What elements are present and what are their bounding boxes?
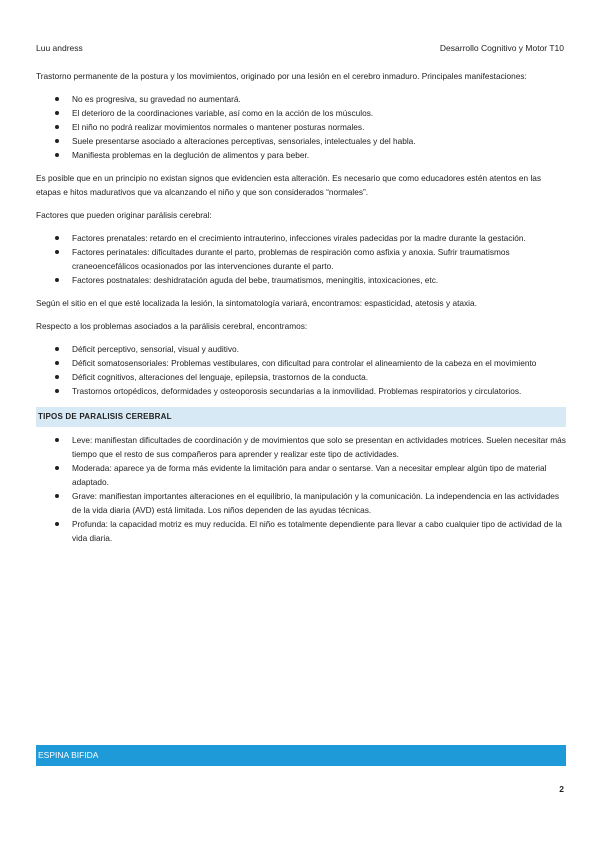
list-item: Factores prenatales: retardo en el crecimiento intrauterino, infecciones virales padecidas por la madre durante la gestación. [72,231,566,245]
problems-title: Respecto a los problemas asociados a la parálisis cerebral, encontramos: [36,321,308,331]
list-item: El deterioro de la coordinaciones variable, así como en la acción de los músculos. [72,106,566,120]
problems-list [36,342,566,398]
list-item: Déficit perceptivo, sensorial, visual y auditivo. [72,342,566,356]
list-item: Factores postnatales: deshidratación aguda del bebe, traumatismos, meningitis, intoxicaciones, etc. [72,273,566,287]
list-item: Manifiesta problemas en la deglución de alimentos y para beber. [72,148,566,162]
list-item: Suele presentarse asociado a alteraciones perceptivas, sensoriales, intelectuales y del habla. [72,134,566,148]
signs-paragraph: Es posible que en un principio no existan signos que evidencien esta alteración. Es necesario que como educadores estén atentos en las etapas e hitos madurativos que va alcanzando el niño y que son considerados “normales”. [36,173,542,197]
list-item: Profunda: la capacidad motriz es muy reducida. El niño es totalmente dependiente para llevar a cabo cualquier tipo de actividad de la vida diaria. [72,517,566,545]
list-item: Trastornos ortopédicos, deformidades y osteoporosis secundarias a la inmovilidad. Problemas respiratorios y circulatorios. [72,384,566,398]
section-heading-espina-bifida: ESPINA BIFIDA [36,745,566,766]
list-item: No es progresiva, su gravedad no aumentará. [72,92,566,106]
list-item: Leve: manifiestan dificultades de coordinación y de movimientos que solo se presentan en actividades motrices. Suelen necesitar más tiempo que el resto de sus compañeros para aprender y realizar este tipo de actividades. [72,435,566,459]
types-list [36,433,566,545]
page-number: 2 [559,784,564,794]
header-course-title: Desarrollo Cognitivo y Motor T10 [439,43,564,53]
location-paragraph: Según el sitio en el que esté localizada la lesión, la sintomatología variará, encontramos: espasticidad, atetosis y ataxia. [36,298,477,308]
section-heading-types: TIPOS DE PARALISIS CEREBRAL [36,407,566,427]
list-item: Grave: manifiestan importantes alteraciones en el equilibrio, la manipulación y la comunicación. La independencia en las actividades de la vida diaria (AVD) está limitada. Los niños dependen de las ayudas técnicas. [72,489,566,517]
manifestations-list [36,92,566,162]
header-author: Luu andress [36,43,83,53]
factors-list [36,231,566,287]
factors-title: Factores que pueden originar parálisis cerebral: [36,210,212,220]
page-content [36,69,566,554]
list-item: El niño no podrá realizar movimientos normales o mantener posturas normales. [72,120,566,134]
list-item: Moderada: aparece ya de forma más evidente la limitación para andar o sentarse. Van a necesitar emplear algún tipo de material adaptado. [72,461,566,489]
list-item: Déficit somatosensoriales: Problemas vestibulares, con dificultad para controlar el alineamiento de la cabeza en el movimiento [72,356,566,370]
list-item: Déficit cognitivos, alteraciones del lenguaje, epilepsia, trastornos de la conducta. [72,370,566,384]
list-item: Factores perinatales: dificultades durante el parto, problemas de respiración como asfixia y anoxia. Sufrir traumatismos craneoencefálicos ocasionados por las intervenciones durante el parto. [72,245,566,273]
intro-paragraph: Trastorno permanente de la postura y los movimientos, originado por una lesión en el cerebro inmaduro. Principales manifestaciones: [36,71,527,81]
